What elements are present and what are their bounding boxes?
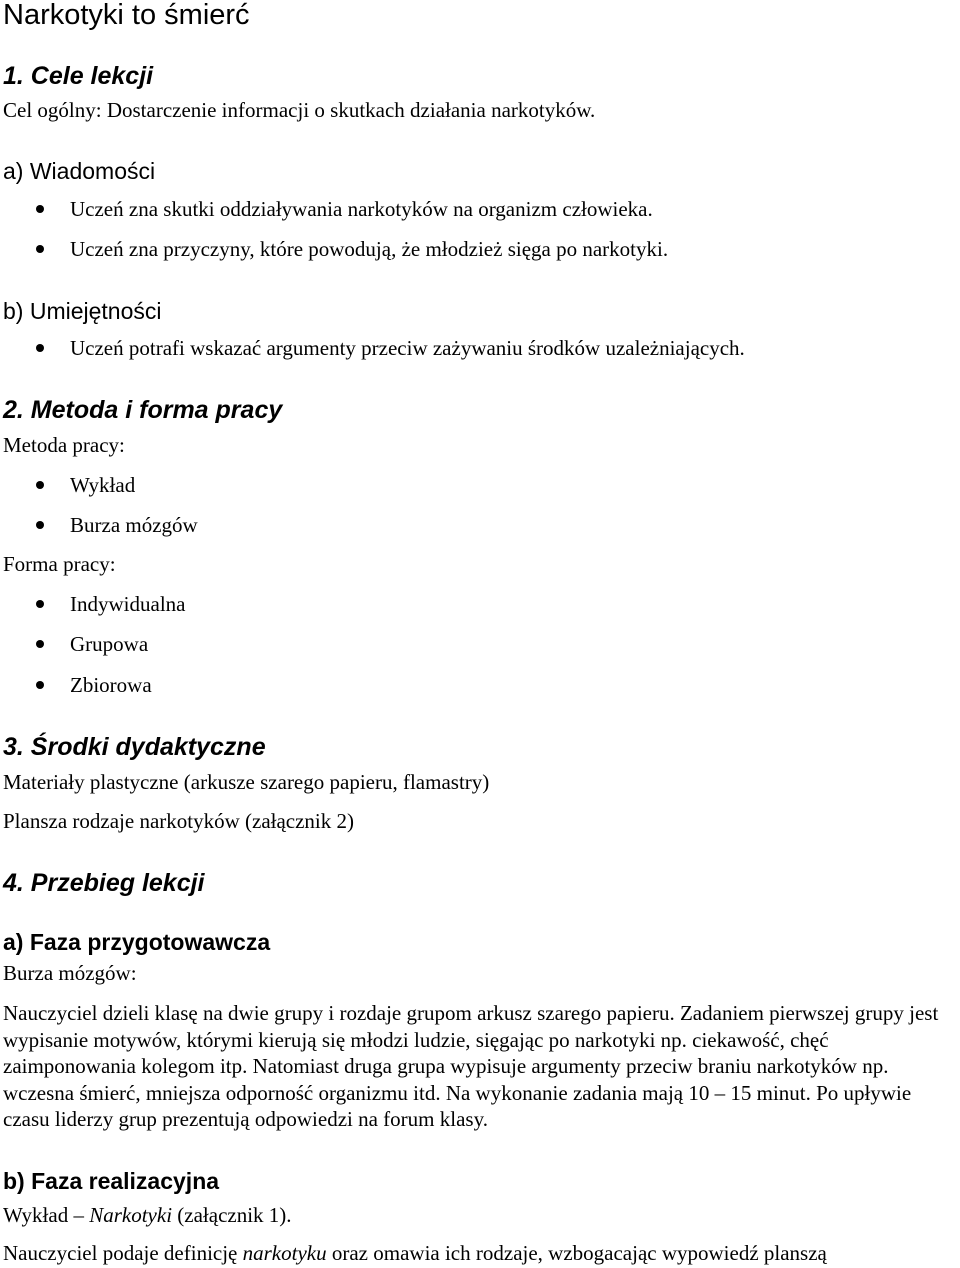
brainstorm-label: Burza mózgów: — [3, 961, 137, 985]
list-item: Zbiorowa — [36, 672, 152, 698]
form-label: Forma pracy: — [3, 552, 116, 576]
list-item: Uczeń zna przyczyny, które powodują, że młodzież sięga po narkotyki. — [36, 236, 668, 262]
bullet-icon — [36, 344, 44, 352]
bullet-icon — [36, 481, 44, 489]
section-3-heading: 3. Środki dydaktyczne — [3, 733, 266, 761]
materials-line: Materiały plastyczne (arkusze szarego papieru, flamastry) — [3, 770, 490, 794]
list-item: Wykład — [36, 472, 135, 498]
realization-paragraph: Nauczyciel podaje definicję narkotyku oraz omawia ich rodzaje, wzbogacając wypowiedź planszą — [3, 1241, 827, 1265]
list-item: Grupowa — [36, 631, 148, 657]
lecture-line: Wykład – Narkotyki (załącznik 1). — [3, 1203, 292, 1227]
preparation-paragraph: Nauczyciel dzieli klasę na dwie grupy i rozdaje grupom arkusz szarego papieru. Zadaniem pierwszej grupy jest wypisanie motywów, którymi kierują się młodzi ludzie, sięgając po narkotyki np. ciekawość, chęć zaimponowania kolegom itp. Natomiast druga grupa wypisuje argumenty przeciw braniu narkotyków np. wczesna śmierć, mniejsza odporność organizmu itd. Na wykonanie zadania mają 10 – 15 minut. Po upływie czasu liderzy grup prezentują odpowiedzi na forum klasy. — [3, 1001, 939, 1131]
preparation-heading: a) Faza przygotowawcza — [3, 929, 271, 955]
bullet-icon — [36, 521, 44, 529]
bullet-icon — [36, 205, 44, 213]
bullet-icon — [36, 681, 44, 689]
general-goal: Cel ogólny: Dostarczenie informacji o skutkach działania narkotyków. — [3, 98, 596, 122]
bullet-icon — [36, 600, 44, 608]
list-item: Uczeń potrafi wskazać argumenty przeciw zażywaniu środków uzależniających. — [36, 335, 745, 361]
section-4-heading: 4. Przebieg lekcji — [3, 869, 205, 897]
skills-heading: b) Umiejętności — [3, 298, 162, 324]
section-1-heading: 1. Cele lekcji — [3, 62, 154, 90]
method-label: Metoda pracy: — [3, 433, 125, 457]
list-item: Indywidualna — [36, 591, 185, 617]
bullet-icon — [36, 640, 44, 648]
list-item: Uczeń zna skutki oddziaływania narkotyków na organizm człowieka. — [36, 196, 653, 222]
knowledge-heading: a) Wiadomości — [3, 158, 156, 184]
realization-heading: b) Faza realizacyjna — [3, 1168, 220, 1194]
page-title: Narkotyki to śmierć — [3, 0, 250, 31]
section-2-heading: 2. Metoda i forma pracy — [3, 396, 283, 424]
list-item: Burza mózgów — [36, 512, 198, 538]
bullet-icon — [36, 245, 44, 253]
chart-line: Plansza rodzaje narkotyków (załącznik 2) — [3, 809, 355, 833]
